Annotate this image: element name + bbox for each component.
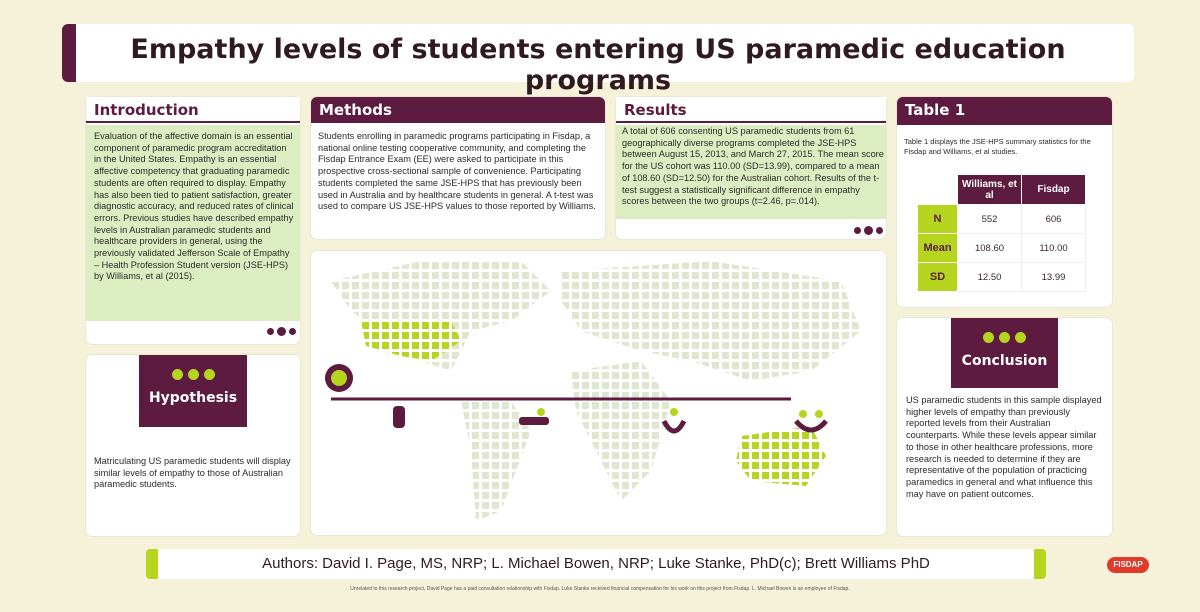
authors-bar: Authors: David I. Page, MS, NRP; L. Michael Bowen, NRP; Luke Stanke, PhD(c); Brett Williams PhD: [146, 549, 1046, 579]
title-bar: [62, 24, 1134, 96]
hypothesis-text: Matriculating US paramedic students will display similar levels of empathy to those of Australian paramedic students.: [94, 456, 291, 490]
methods-card: [311, 97, 605, 239]
introduction-heading: Introduction: [86, 97, 300, 123]
column-header-williams: Williams, et al: [958, 175, 1022, 205]
table-row: [918, 263, 1086, 292]
table-cell: 13.99: [1022, 263, 1086, 292]
conclusion-heading: Conclusion: [961, 353, 1048, 369]
page-title: Empathy levels of students entering US paramedic education programs: [130, 34, 1066, 96]
table1-heading: Table 1: [897, 97, 1112, 125]
table-row: [918, 205, 1086, 234]
row-label: N: [918, 205, 958, 234]
table-cell: 12.50: [958, 263, 1022, 292]
results-text: A total of 606 consenting US paramedic students from 61 geographically diverse programs completed the JSE-HPS between August 15, 2013, and March 27, 2015. The mean score for the US cohort was 110.00 (SD=13.99), compared to a mean of 108.60 (SD=12.50) for the Australian cohort. Results of the t-test suggest a statistically significant difference in empathy scores between the two groups (t=2.46, p=.014).: [622, 126, 884, 207]
table-cell: 108.60: [958, 234, 1022, 263]
more-dots-icon: [267, 328, 296, 336]
conclusion-card: [897, 318, 1112, 536]
disclaimer: Unrelated to this research project, David Page has a paid consultation relationship with Fisdap. Luke Stanke received financial compensation for his work on this project from Fisdap. L. Michael Bowen is an employee of Fisdap.: [350, 586, 850, 592]
results-heading: Results: [616, 97, 886, 123]
dots-icon: [139, 369, 247, 380]
hypothesis-card: [86, 355, 300, 536]
table-cell: 110.00: [1022, 234, 1086, 263]
conclusion-text: US paramedic students in this sample displayed higher levels of empathy than previously reported levels from their Australian counterparts. While these levels appear similar to those in other healthcare professions, more research is needed to determine if they are representative of the population of practicing paramedics in general and what influence this may have on patient outcomes.: [906, 395, 1102, 499]
results-card: [616, 97, 886, 239]
table-cell: 606: [1022, 205, 1086, 234]
methods-text: Students enrolling in paramedic programs participating in Fisdap, a national online testing cooperative community, and completing the Fisdap Entrance Exam (EE) were asked to participate in this prospective cross-sectional sample of convenience. Participating students completed the same JSE-HPS that has previously been used in Australia and by healthcare students in general. A t-test was used to compare US JSE-HPS values to those reported by Williams.: [318, 131, 596, 212]
hypothesis-heading: Hypothesis: [148, 390, 238, 406]
hypothesis-badge: [139, 355, 247, 427]
world-map-icon: [311, 251, 886, 535]
more-dots-icon: [854, 227, 883, 235]
table1-caption: Table 1 displays the JSE-HPS summary statistics for the Fisdap and Williams, et al studies.: [904, 137, 1091, 156]
row-label: Mean: [918, 234, 958, 263]
introduction-card: [86, 97, 300, 344]
introduction-text: Evaluation of the affective domain is an essential component of paramedic program accreditation in the United States. Empathy is an essential affective competency that graduating paramedic students are often required to display. Empathy has also been tied to patient satisfaction, greater diagnostic accuracy, and reduced rates of clinical errors. Previous studies have described empathy levels in Australian paramedic students and healthcare providers in general, using the previously validated Jefferson Scale of Empathy – Health Profession Student version (JSE-HPS) by Williams, et al (2015).: [94, 131, 294, 282]
results-body: [616, 125, 886, 219]
stats-table: [917, 174, 1086, 292]
world-map-panel: [311, 251, 886, 535]
methods-heading: Methods: [311, 97, 605, 123]
dots-icon: [951, 332, 1058, 343]
row-label: SD: [918, 263, 958, 292]
introduction-body: [86, 125, 300, 321]
column-header-fisdap: Fisdap: [1022, 175, 1086, 205]
table1-card: [897, 97, 1112, 307]
fisdap-logo: FISDAP: [1107, 557, 1149, 573]
conclusion-badge: [951, 318, 1058, 388]
table-cell: 552: [958, 205, 1022, 234]
table-row: [918, 234, 1086, 263]
